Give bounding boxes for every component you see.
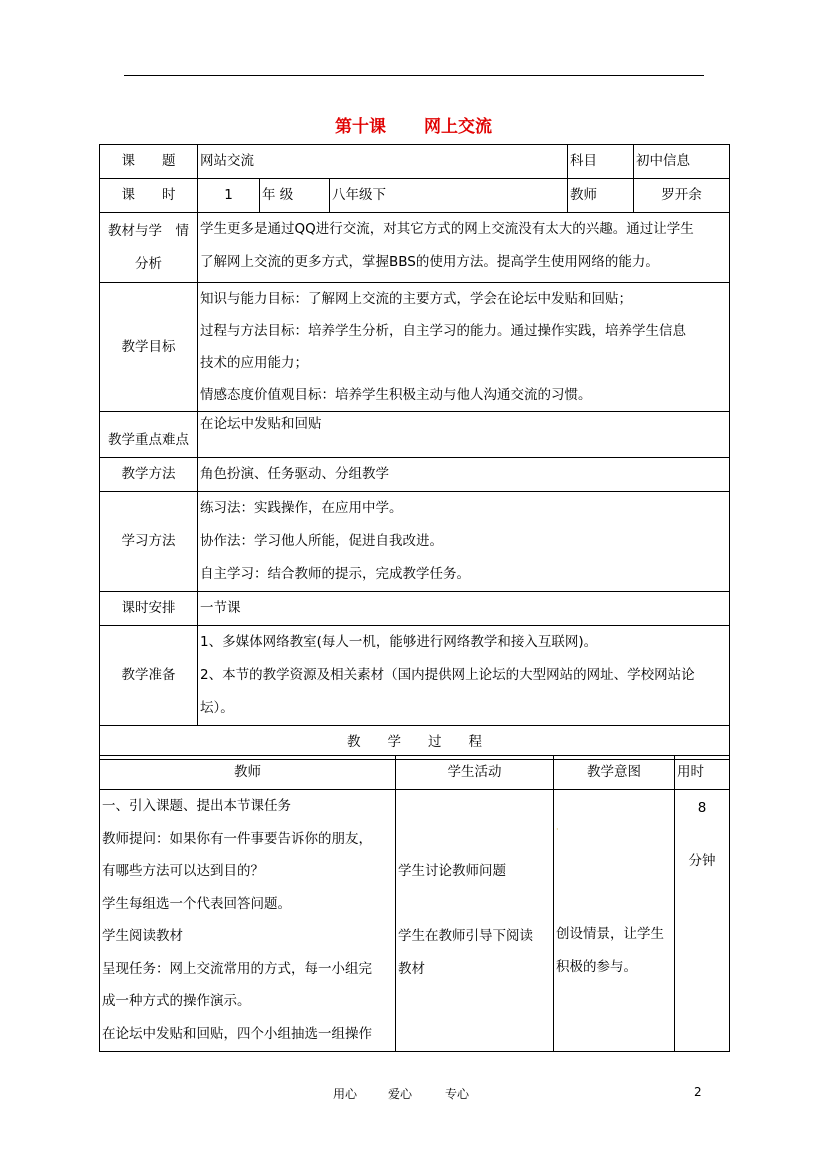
process-header-row	[100, 756, 730, 790]
student-line: 学生讨论教师问题	[398, 863, 506, 879]
row-keshi	[100, 179, 730, 213]
page-number: 2	[694, 1085, 702, 1099]
goals-label: 教学目标	[100, 283, 198, 412]
goals-line: 过程与方法目标：培养学生分析，自主学习的能力。通过操作实践，培养学生信息	[200, 323, 686, 339]
goals-content	[198, 283, 730, 412]
footer-motto-3: 专心	[445, 1087, 470, 1101]
study-content	[198, 492, 730, 592]
intent-cell	[554, 790, 675, 1052]
prep-label: 教学准备	[100, 626, 198, 726]
row-study	[100, 492, 730, 592]
time-number: 8	[697, 800, 707, 816]
footer-motto-2: 爱心	[388, 1087, 413, 1101]
subject-value: 初中信息	[634, 145, 730, 179]
col-time: 用时	[675, 756, 730, 790]
prep-content	[198, 626, 730, 726]
goals-line: 知识与能力目标：了解网上交流的主要方式，学会在论坛中发贴和回贴；	[200, 291, 632, 307]
analysis-content	[198, 213, 730, 283]
teacher-cell	[100, 790, 396, 1052]
process-row	[100, 790, 730, 1052]
teacher-line: 呈现任务：网上交流常用的方式，每一小组完	[102, 960, 372, 977]
prep-line: 2、本节的教学资源及相关素材（国内提供网上论坛的大型网站的网址、学校网站论	[200, 667, 695, 683]
study-line: 练习法：实践操作，在应用中学。	[200, 500, 403, 516]
grade-label: 年 级	[260, 179, 330, 213]
analysis-line: 学生更多是通过QQ进行交流，对其它方式的网上交流没有太大的兴趣。通过让学生	[200, 221, 694, 237]
lesson-number: 第十课	[335, 117, 386, 137]
study-line: 协作法：学习他人所能，促进自我改进。	[200, 533, 443, 549]
intent-line: 创设情景，让学生	[556, 926, 664, 942]
col-intent: 教学意图	[554, 756, 675, 790]
row-schedule	[100, 592, 730, 626]
analysis-line: 了解网上交流的更多方式，掌握BBS的使用方法。提高学生使用网络的能力。	[200, 254, 659, 270]
row-keypoints	[100, 412, 730, 458]
keshi-label: 课 时	[100, 179, 198, 213]
page-title	[0, 112, 827, 137]
method-label: 教学方法	[100, 458, 198, 492]
teacher-line: 一、引入课题、提出本节课任务	[102, 798, 291, 814]
keshi-value: 1	[198, 179, 260, 213]
lesson-topic: 网上交流	[424, 117, 492, 137]
row-keti	[100, 145, 730, 179]
schedule-value: 一节课	[198, 592, 730, 626]
process-header: 教 学 过 程	[100, 726, 730, 760]
study-line: 自主学习：结合教师的提示，完成教学任务。	[200, 566, 470, 582]
teacher-line: 在论坛中发贴和回贴，四个小组抽选一组操作	[102, 1025, 372, 1042]
student-cell	[396, 790, 554, 1052]
goals-line: 技术的应用能力；	[200, 355, 308, 371]
intent-line: 积极的参与。	[556, 959, 637, 975]
teacher-label: 教师	[568, 179, 634, 213]
teacher-line: 有哪些方法可以达到目的？	[102, 863, 264, 879]
row-method	[100, 458, 730, 492]
row-goals	[100, 283, 730, 412]
prep-line: 1、多媒体网络教室(每人一机，能够进行网络教学和接入互联网)。	[200, 634, 598, 650]
teacher-line: 学生每组选一个代表回答问题。	[102, 895, 291, 912]
schedule-label: 课时安排	[100, 592, 198, 626]
header-rule	[124, 75, 704, 76]
grade-value: 八年级下	[330, 179, 568, 213]
teacher-line: 成一种方式的操作演示。	[102, 993, 251, 1009]
goals-line: 情感态度价值观目标：培养学生积极主动与他人沟通交流的习惯。	[200, 387, 592, 403]
subject-label: 科目	[568, 145, 634, 179]
time-cell	[675, 790, 730, 1052]
study-label: 学习方法	[100, 492, 198, 592]
teacher-line: 教师提问：如果你有一件事要告诉你的朋友，	[102, 830, 372, 847]
analysis-label: 教材与学 情分析	[100, 213, 198, 283]
time-unit: 分钟	[688, 853, 716, 869]
teacher-line: 学生阅读教材	[102, 928, 183, 944]
col-student: 学生活动	[396, 756, 554, 790]
stray-dot: ·	[556, 825, 559, 834]
col-teacher: 教师	[100, 756, 396, 790]
row-prep	[100, 626, 730, 726]
student-line: 学生在教师引导下阅读	[398, 928, 533, 944]
student-line: 教材	[398, 961, 425, 977]
keypoints-label: 教学重点难点	[100, 412, 198, 458]
row-analysis	[100, 213, 730, 283]
keypoints-value: 在论坛中发贴和回贴	[198, 412, 730, 458]
process-table	[99, 755, 730, 1052]
lesson-info-table	[99, 144, 730, 760]
method-value: 角色扮演、任务驱动、分组教学	[198, 458, 730, 492]
footer-motto-1: 用心	[333, 1087, 358, 1101]
keti-value: 网站交流	[198, 145, 568, 179]
prep-line: 坛）。	[200, 700, 234, 716]
keti-label: 课 题	[100, 145, 198, 179]
teacher-value: 罗开余	[634, 179, 730, 213]
